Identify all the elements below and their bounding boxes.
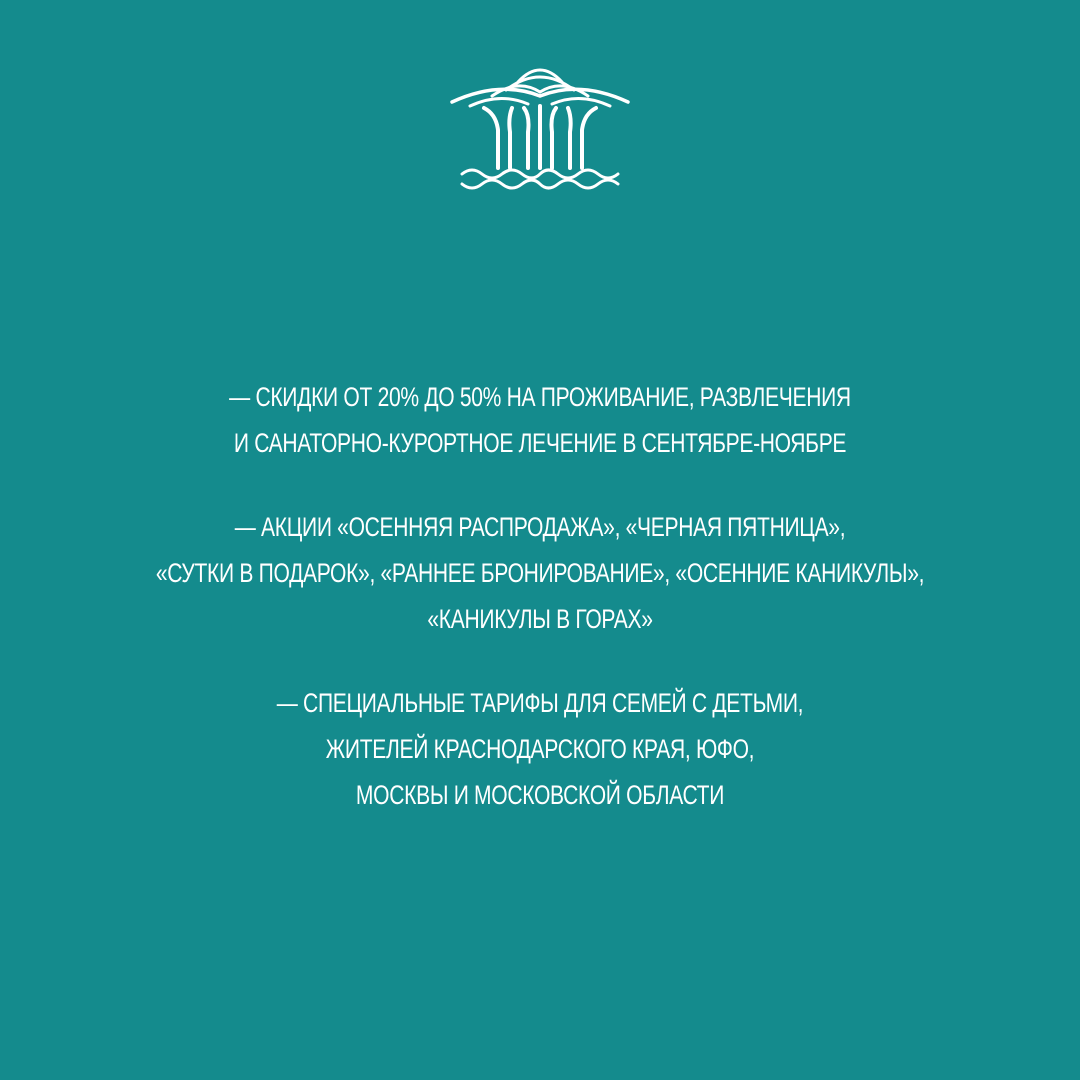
text-line: — СКИДКИ ОТ 20% ДО 50% НА ПРОЖИВАНИЕ, РАЗВЛЕЧЕНИЯ [229, 382, 851, 412]
text-line: «СУТКИ В ПОДАРОК», «РАННЕЕ БРОНИРОВАНИЕ», «ОСЕННИЕ КАНИКУЛЫ», [155, 558, 925, 588]
special-rates-block [0, 680, 1080, 818]
text-line: — СПЕЦИАЛЬНЫЕ ТАРИФЫ ДЛЯ СЕМЕЙ С ДЕТЬМИ, [276, 688, 804, 718]
discounts-block [0, 374, 1080, 466]
text-line: ЖИТЕЛЕЙ КРАСНОДАРСКОГО КРАЯ, ЮФО, [325, 734, 755, 764]
text-line: МОСКВЫ И МОСКОВСКОЙ ОБЛАСТИ [355, 780, 725, 810]
promotions-block [0, 504, 1080, 642]
text-line: «КАНИКУЛЫ В ГОРАХ» [427, 604, 653, 634]
text-line: И САНАТОРНО-КУРОРТНОЕ ЛЕЧЕНИЕ В СЕНТЯБРЕ-НОЯБРЕ [233, 428, 847, 458]
promo-text [0, 374, 1080, 856]
text-line: — АКЦИИ «ОСЕННЯЯ РАСПРОДАЖА», «ЧЕРНАЯ ПЯТНИЦА», [234, 512, 846, 542]
arched-colonnade-waves-logo-icon [440, 60, 640, 200]
brand-logo [440, 60, 640, 200]
